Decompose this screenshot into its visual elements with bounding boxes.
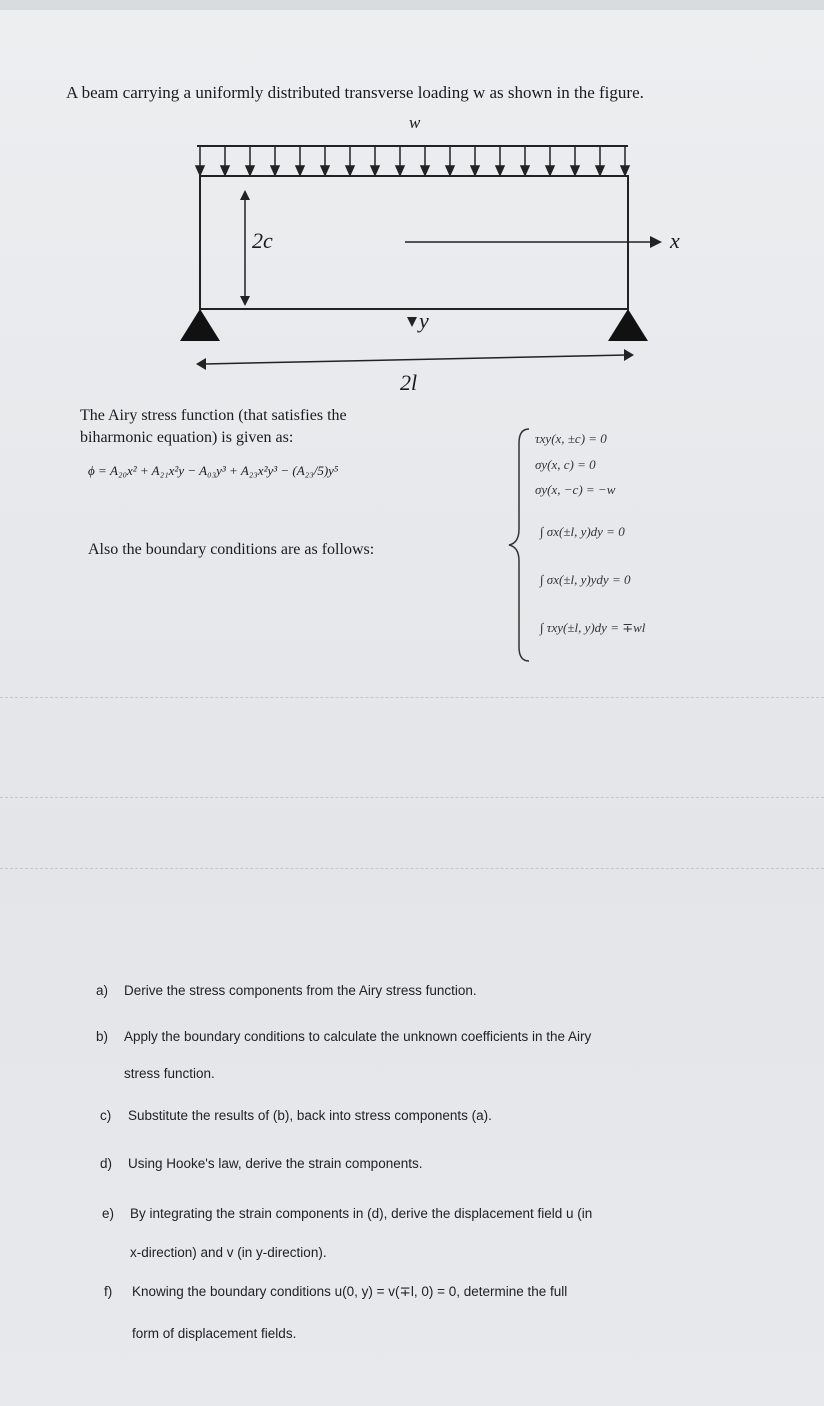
load-arrow-head <box>496 166 504 175</box>
load-label: w <box>409 113 421 132</box>
boundary-condition: ∫ σx(±l, y)ydy = 0 <box>540 572 631 587</box>
boundary-condition: τxy(x, ±c) = 0 <box>535 431 607 446</box>
question-f-continued: form of displacement fields. <box>132 1326 297 1341</box>
span-label: 2l <box>400 370 418 395</box>
question-letter: d) <box>100 1156 113 1171</box>
airy-description-line: biharmonic equation) is given as: <box>80 429 294 446</box>
question-e <box>102 1206 592 1221</box>
question-d <box>100 1156 422 1171</box>
span-dimension <box>204 355 627 364</box>
section-divider <box>0 868 824 869</box>
load-arrow-head <box>521 166 529 175</box>
left-support <box>180 309 220 341</box>
load-arrow-head <box>396 166 404 175</box>
question-f <box>104 1284 567 1300</box>
question-letter: f) <box>104 1284 113 1299</box>
load-arrow-head <box>346 166 354 175</box>
load-arrow-head <box>371 166 379 175</box>
question-text: By integrating the strain components in (d), derive the displacement field u (in <box>130 1206 593 1221</box>
question-c <box>100 1108 492 1123</box>
question-letter: e) <box>102 1206 115 1221</box>
question-text: Using Hooke's law, derive the strain components. <box>128 1156 423 1171</box>
boundary-condition: σy(x, −c) = −w <box>535 482 616 497</box>
load-arrow-head <box>621 166 629 175</box>
section-divider <box>0 697 824 698</box>
airy-description-line: The Airy stress function (that satisfies the <box>80 407 347 424</box>
boundary-condition: ∫ σx(±l, y)dy = 0 <box>540 524 625 539</box>
question-e-continued: x-direction) and v (in y-direction). <box>130 1245 327 1260</box>
question-b <box>96 1029 591 1044</box>
x-axis-label: x <box>670 228 680 253</box>
y-axis-label: y <box>419 308 429 333</box>
beam-figure <box>0 0 824 400</box>
load-arrow-head <box>421 166 429 175</box>
y-axis-arrow <box>407 317 417 327</box>
question-b-continued: stress function. <box>124 1066 215 1081</box>
question-text: Apply the boundary conditions to calculate the unknown coefficients in the Airy <box>124 1029 592 1044</box>
load-arrow-head <box>546 166 554 175</box>
load-arrow-head <box>596 166 604 175</box>
boundary-condition: σy(x, c) = 0 <box>535 457 596 472</box>
airy-description <box>80 405 347 449</box>
load-arrows <box>196 147 629 175</box>
problem-intro: A beam carrying a uniformly distributed transverse loading w as shown in the figure. <box>66 83 644 102</box>
boundary-conditions-label: Also the boundary conditions are as follows: <box>88 541 375 558</box>
section-divider <box>0 797 824 798</box>
load-arrow-head <box>271 166 279 175</box>
question-text: Knowing the boundary conditions u(0, y) = v(∓l, 0) = 0, determine the full <box>132 1284 568 1299</box>
boundary-brace <box>505 425 535 665</box>
load-arrow-head <box>321 166 329 175</box>
load-arrow-head <box>246 166 254 175</box>
question-text: Derive the stress components from the Airy stress function. <box>124 983 477 998</box>
load-arrow-head <box>571 166 579 175</box>
right-support <box>608 309 648 341</box>
load-arrow-head <box>196 166 204 175</box>
question-text: Substitute the results of (b), back into stress components (a). <box>128 1108 492 1123</box>
question-a <box>96 983 477 998</box>
load-arrow-head <box>471 166 479 175</box>
load-arrow-head <box>296 166 304 175</box>
question-letter: a) <box>96 983 109 998</box>
question-letter: b) <box>96 1029 109 1044</box>
airy-equation: ϕ = A₂₀x² + A₂₁x²y − A₀₃y³ + A₂₃x²y³ − (A₂₃/5)y⁵ <box>88 463 339 478</box>
boundary-condition: ∫ τxy(±l, y)dy = ∓wl <box>540 620 646 635</box>
question-letter: c) <box>100 1108 112 1123</box>
height-label: 2c <box>252 228 273 253</box>
load-arrow-head <box>446 166 454 175</box>
load-arrow-head <box>221 166 229 175</box>
